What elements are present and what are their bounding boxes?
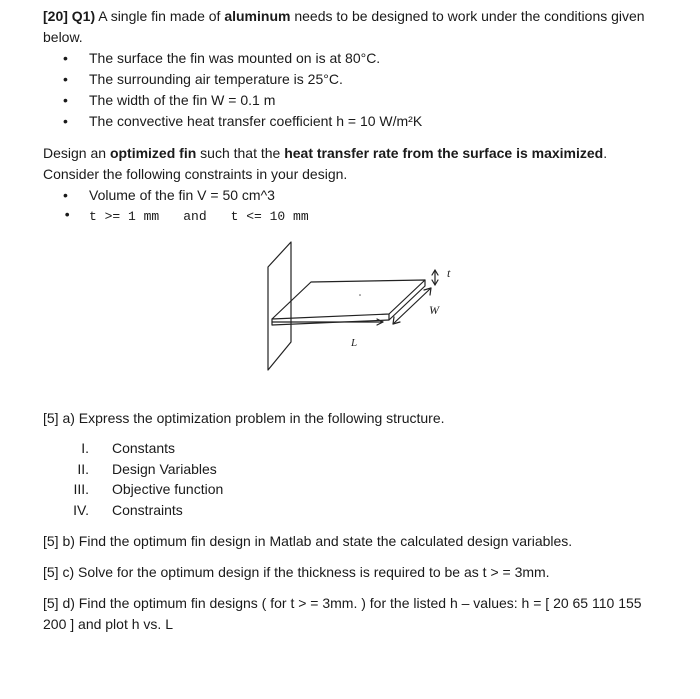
width-dimension-line — [393, 288, 431, 324]
label-t: t — [447, 266, 451, 280]
question-document — [43, 6, 663, 635]
condition-item: • The convective heat transfer coefficient h = 10 W/m²K — [43, 111, 663, 132]
part-a: [5] a) Express the optimization problem in the following structure. — [43, 410, 445, 426]
conditions-list — [43, 48, 663, 132]
material-name: aluminum — [224, 8, 291, 24]
fin-top-face — [272, 280, 425, 319]
question-intro: [20] Q1) A single fin made of aluminum needs to be designed to work under the conditions given below. — [43, 8, 645, 45]
part-b: [5] b) Find the optimum fin design in Matlab and state the calculated design variables. — [43, 533, 573, 549]
structure-item: III. Objective function — [73, 481, 224, 497]
thickness-constraint: • t >= 1 mm and t <= 10 mm — [43, 206, 663, 227]
label-w: W — [429, 303, 439, 317]
label-l: L — [351, 337, 358, 349]
constraints-list — [43, 185, 663, 227]
part-c: [5] c) Solve for the optimum design if the thickness is required to be as t > = 3mm. — [43, 564, 550, 580]
volume-constraint: • Volume of the fin V = 50 cm^3 — [43, 185, 663, 206]
condition-item: • The surface the fin was mounted on is at 80°C. — [43, 48, 663, 69]
base-wall — [268, 242, 291, 370]
part-d: [5] d) Find the optimum fin designs ( for t > = 3mm. ) for the listed h – values: h = [ 20 65 110 155 200 ] and plot h vs. L — [43, 595, 642, 632]
structure-item: I. Constants — [81, 440, 176, 456]
surface-mark — [359, 294, 361, 296]
fin-front-face — [389, 280, 425, 320]
structure-item: II. Design Variables — [77, 460, 217, 477]
structure-list — [43, 438, 663, 520]
question-points: [20] Q1) — [43, 8, 96, 24]
condition-item: • The width of the fin W = 0.1 m — [43, 90, 663, 111]
structure-item: IV. Constraints — [73, 501, 183, 518]
fin-diagram — [263, 232, 463, 402]
design-statement: Design an optimized fin such that the heat transfer rate from the surface is maximized. Consider the following constraints in your design. — [43, 145, 608, 182]
condition-item: • The surrounding air temperature is 25°C. — [43, 69, 663, 90]
fin-sketch — [43, 232, 663, 402]
